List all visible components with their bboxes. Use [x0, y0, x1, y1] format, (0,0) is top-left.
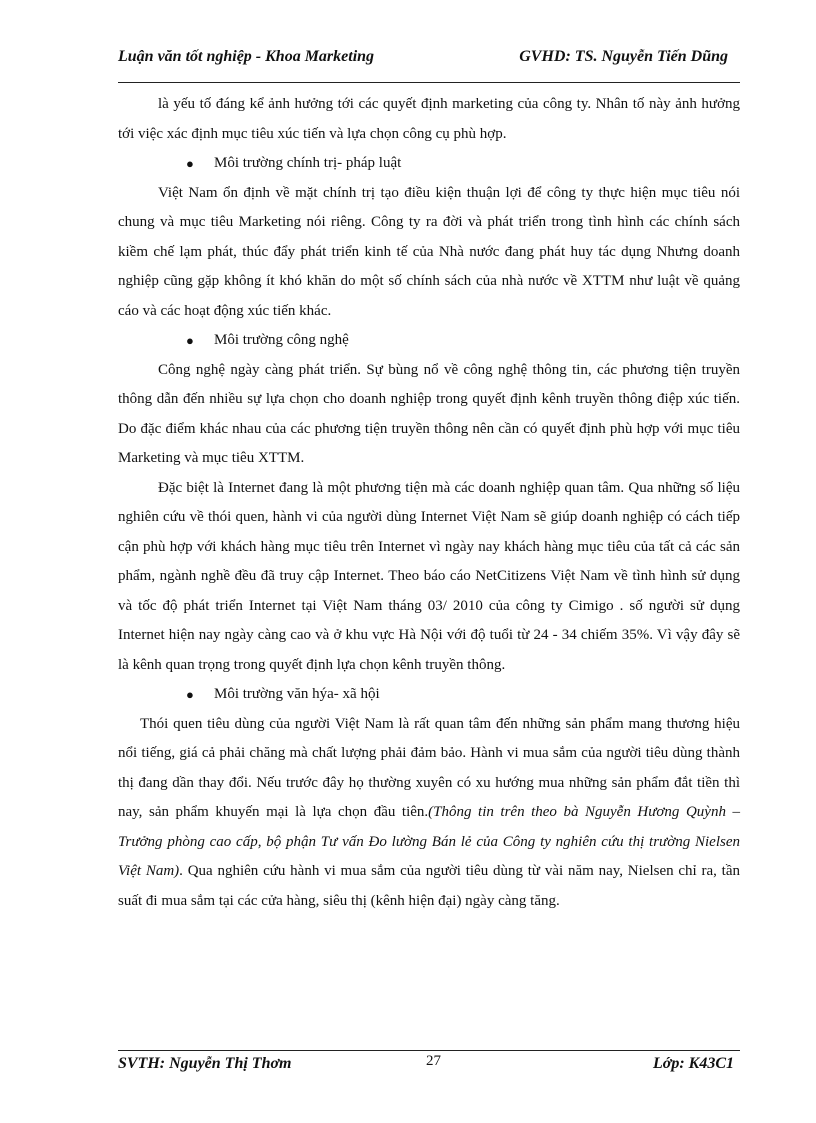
page-footer [118, 1055, 740, 1077]
paragraph-2: Việt Nam ổn định về mặt chính trị tạo điều kiện thuận lợi để công ty thực hiện mục tiêu nói chung và mục tiêu Marketing nói riêng. Công ty ra đời và phát triển trong tình hình các chính sách kiềm chế lạm phát, thúc đẩy phát triển kinh tế của Nhà nước đang phát huy tác dụng Nhưng doanh nghiệp cũng gặp không ít khó khăn do một số chính sách của nhà nước về XTTM như luật về quảng cáo và các hoạt động xúc tiến khác. [118, 184, 740, 319]
header-thesis-title: Luận văn tốt nghiệp - Khoa Marketing [118, 48, 375, 65]
document-body [118, 90, 740, 916]
paragraph-4: Đặc biệt là Internet đang là một phương tiện mà các doanh nghiệp quan tâm. Qua những số liệu nghiên cứu về thói quen, hành vi của người dùng Internet Việt Nam sẽ giúp doanh nghiệp có cách tiếp cận phù hợp với khách hàng mục tiêu trên Internet vì ngày nay khách hàng mục tiêu của tất cả các sản phẩm, ngành nghề đều đã truy cập Internet. Theo báo cáo NetCitizens Việt Nam về tình hình sử dụng và tốc độ phát triển Internet tại Việt Nam tháng 03/ 2010 của công ty Cimigo . số người sử dụng Internet hiện nay ngày càng cao và ở khu vực Hà Nội với độ tuổi từ 24 - 34 chiếm 35%. Vì vậy đây sẽ là kênh quan trọng trong quyết định lựa chọn kênh truyền thông. [118, 479, 740, 673]
paragraph-5-continuation: . Qua nghiên cứu hành vi mua sắm của người tiêu dùng từ vài năm nay, Nielsen chỉ ra, tần suất đi mua sắm tại các cửa hàng, siêu thị (kênh hiện đại) ngày càng tăng. [118, 863, 741, 909]
bullet-label: Môi trường văn hýa- xã hội [214, 686, 380, 702]
paragraph-3: Công nghệ ngày càng phát triển. Sự bùng nổ về công nghệ thông tin, các phương tiện truyền thông dẫn đến nhiều sự lựa chọn cho doanh nghiệp trong quyết định kênh truyền thông điệp xúc tiến. Do đặc điểm khác nhau của các phương tiện truyền thông nên cần có quyết định phù hợp với mục tiêu Marketing và mục tiêu XTTM. [118, 361, 740, 466]
header-rule [118, 82, 740, 83]
bullet-label: Môi trường chính trị- pháp luật [214, 155, 402, 171]
page-header [118, 48, 740, 70]
page-number: 27 [426, 1053, 441, 1069]
bullet-political-legal [118, 149, 740, 179]
bullet-technology [118, 326, 740, 356]
bullet-label: Môi trường công nghệ [214, 332, 349, 348]
bullet-culture-society [118, 680, 740, 710]
bullet-icon: ● [186, 156, 194, 171]
paragraph-1: là yếu tố đáng kể ảnh hưởng tới các quyết định marketing của công ty. Nhân tố này ảnh hưởng tới việc xác định mục tiêu xúc tiến và lựa chọn công cụ phù hợp. [118, 96, 740, 142]
bullet-icon: ● [186, 333, 194, 348]
paragraph-5 [118, 710, 740, 917]
footer-rule [118, 1050, 740, 1051]
header-advisor: GVHD: TS. Nguyễn Tiến Dũng [519, 48, 728, 65]
paragraph-5-text: Thói quen tiêu dùng của người Việt Nam là rất quan tâm đến những sản phẩm mang thương hiệu nổi tiếng, giá cả phải chăng mà chất lượng phải đảm bảo. Hành vi mua sắm của người tiêu dùng thành thị đang dần thay đổi. Nếu trước đây họ thường xuyên có xu hướng mua những sản phẩm đắt tiền thì nay, sản phẩm khuyến mại là lựa chọn đầu tiên. [118, 715, 740, 820]
bullet-icon: ● [186, 687, 194, 702]
footer-student: SVTH: Nguyễn Thị Thơm [118, 1055, 292, 1072]
footer-class: Lớp: K43C1 [652, 1055, 734, 1072]
citation-italic: (Thông tin trên theo bà Nguyễn Hương Quỳnh – Trưởng phòng cao cấp, bộ phận Tư vấn Đo lường Bán lẻ của Công ty nghiên cứu thị trường Nielsen Việt Nam) [118, 804, 740, 879]
